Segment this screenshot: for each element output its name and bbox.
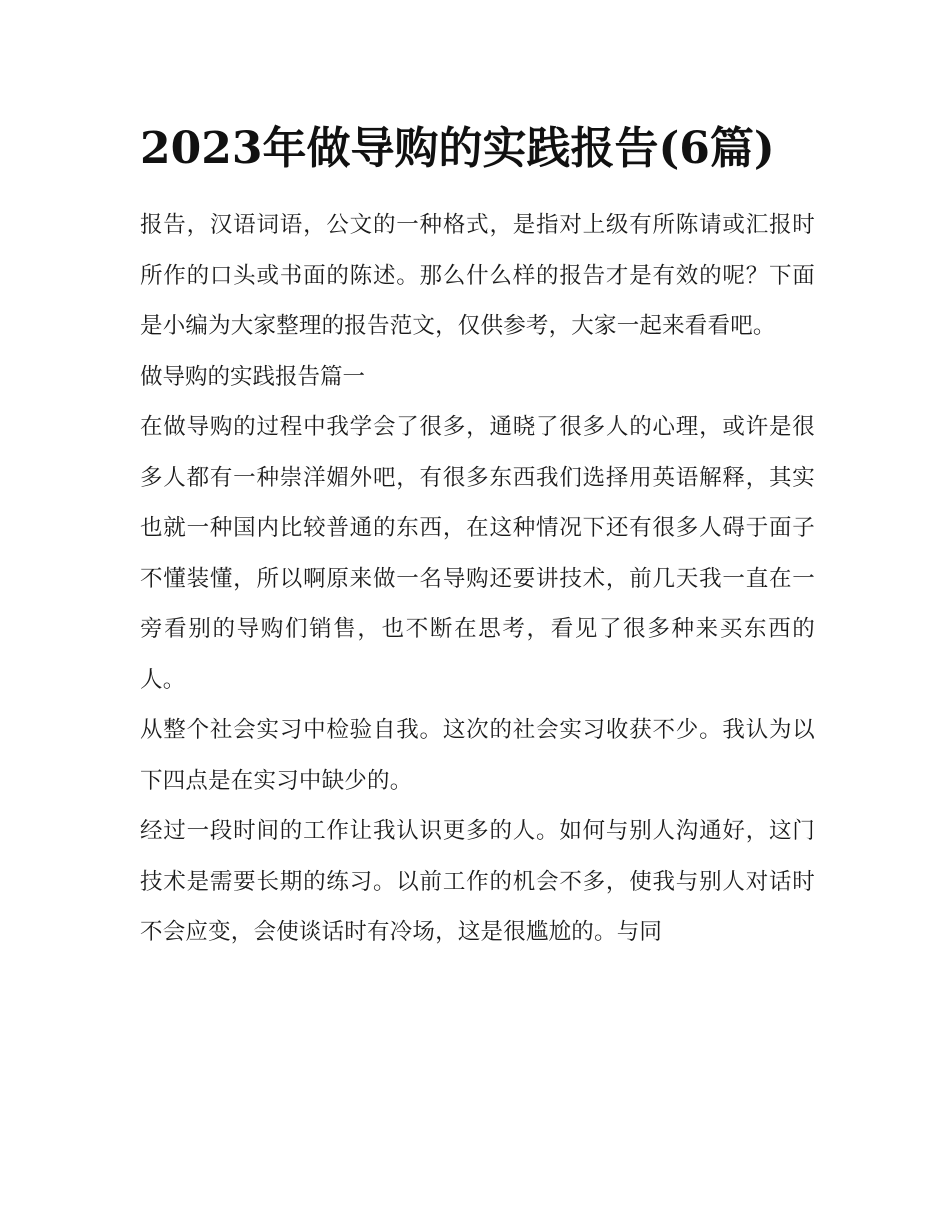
document-title: 2023年做导购的实践报告(6篇) (140, 123, 775, 174)
body-paragraph: 经过一段时间的工作让我认识更多的人。如何与别人沟通好，这门技术是需要长期的练习。以前工作的机会不多，使我与别人对话时不会应变，会使谈话时有冷场，这是很尴尬的。与同 (140, 818, 815, 945)
document-page (140, 118, 815, 958)
body-paragraph: 从整个社会实习中检验自我。这次的社会实习收获不少。我认为以下四点是在实习中缺少的。 (140, 717, 815, 794)
section-heading: 做导购的实践报告篇一 (140, 363, 366, 390)
body-paragraph: 在做导购的过程中我学会了很多，通晓了很多人的心理，或许是很多人都有一种崇洋媚外吧，有很多东西我们选择用英语解释，其实也就一种国内比较普通的东西，在这种情况下还有很多人碍于面子不懂装懂，所以啊原来做一名导购还要讲技术，前几天我一直在一旁看别的导购们销售，也不断在思考，看见了很多种来买东西的人。 (140, 414, 815, 693)
intro-paragraph: 报告，汉语词语，公文的一种格式，是指对上级有所陈请或汇报时所作的口头或书面的陈述。那么什么样的报告才是有效的呢？下面是小编为大家整理的报告范文，仅供参考，大家一起来看看吧。 (140, 212, 815, 339)
